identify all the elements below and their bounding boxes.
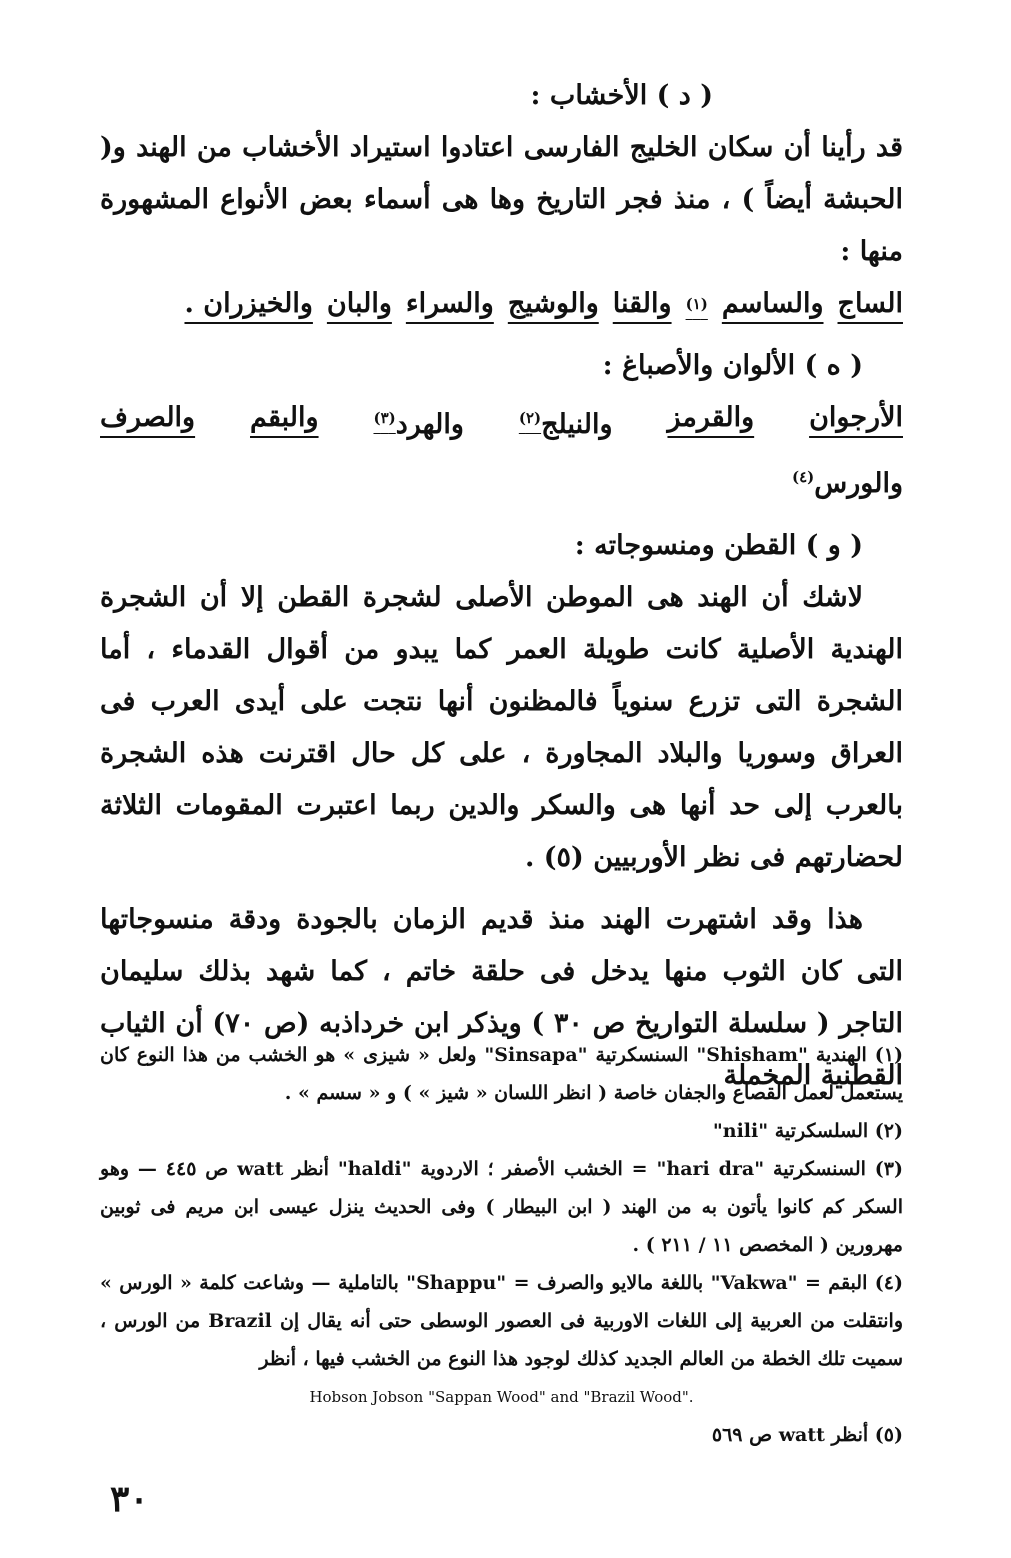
footnote-3: (٣) السنسكرتية "hari dra" = الخشب الأصفر ؛ الاردوية "haldi" أنظر watt ص ٤٤٥ — وهو السكر كم كانوا يأتون به من الهند ( ابن البيطار ) وفى الحديث ينزل عيسى ابن مريم فى ثوبين مهرورين ( المخصص ١١ / ٢١١ ) . xyxy=(100,1158,904,1256)
footnote-4: (٤) البقم = "Vakwa" باللغة مالايو والصرف = "Shappu" بالتاملية — وشاعت كلمة « الورس » وانتقلت من العربية إلى اللغات الاوربية فى العصور الوسطى حتى أنه يقال إن Brazil من الورس ، سميت تلك الخطة من العالم الجديد كذلك لوجود هذا النوع من الخشب فيها ، أنظر xyxy=(100,1272,903,1370)
paragraph-cotton-2: هذا وقد اشتهرت الهند منذ قديم الزمان بالجودة ودقة منسوجاتها التى كان الثوب منها يدخل فى حلقة خاتم ، كما شهد بذلك سليمان التاجر ( سلسلة التواريخ ص ٣٠ ) ويذكر ابن خرداذبه (ص ٧٠) أن الثياب القطنية المخملة xyxy=(100,904,904,1091)
wood-item: والخيزران . xyxy=(184,288,313,319)
section-heading-w: ( و ) القطن ومنسوجاته : xyxy=(574,530,863,561)
footnote-4-english: Hobson Jobson "Sappan Wood" and "Brazil Wood". xyxy=(309,1388,694,1406)
wood-item: والسراء xyxy=(405,288,494,319)
section-heading-d: ( د ) الأخشاب : xyxy=(530,80,713,111)
main-text xyxy=(100,70,903,1102)
colors-last-line xyxy=(100,451,903,510)
footnote-5: (٥) أنظر watt ص ٥٦٩ xyxy=(711,1424,903,1446)
color-item xyxy=(519,392,613,451)
color-item: والصرف xyxy=(100,402,196,433)
paragraph-cotton-1: لاشك أن الهند هى الموطن الأصلى لشجرة القطن إلا أن الشجرة الهندية الأصلية كانت طويلة العمر كما يبدو من أقوال القدماء ، أما الشجرة التى تزرع سنوياً فالمظنون أنها نتجت على أيدى العرب فى العراق وسوريا والبلاد المجاورة ، على كل حال اقترنت هذه الشجرة بالعرب إلى حد أنها هى والسكر والدين ربما اعتبرت المقومات الثلاثة لحضارتهم فى نظر الأوربيين (٥) . xyxy=(100,582,903,873)
footnote-ref-3: (٣) xyxy=(373,409,396,427)
color-item-text: والهرد xyxy=(395,409,464,440)
color-item-last: والورس xyxy=(814,468,903,499)
wood-item: والبان xyxy=(326,288,392,319)
footnote-ref-2: (٢) xyxy=(518,409,542,427)
color-item: والبقم xyxy=(250,402,319,433)
footnote-ref-1: (١) xyxy=(685,295,708,313)
color-item: الأرجوان xyxy=(809,402,903,433)
color-item: والقرمز xyxy=(667,402,755,433)
color-item-text: والنيلج xyxy=(541,409,613,440)
footnote-1: (١) الهندية "Shisham" السنسكرتية "Sinsapa" ولعل « شيزى » هو الخشب من هذا النوع كان يستعمل لعمل القصاع والجفان خاصة ( انظر اللسان « شيز » ) و « سسم » . xyxy=(100,1044,903,1104)
woods-list xyxy=(100,278,903,330)
wood-item: والوشيج xyxy=(507,288,599,319)
paragraph-woods: قد رأينا أن سكان الخليج الفارسى اعتادوا استيراد الأخشاب من الهند و( الحبشة أيضاً ) ، منذ فجر التاريخ وها هى أسماء بعض الأنواع المشهورة منها : xyxy=(100,132,903,267)
footnote-2: (٢) السلسكرتية "nili" xyxy=(712,1120,903,1142)
footnote-ref-4: (٤) xyxy=(792,468,815,486)
colors-list xyxy=(100,392,903,451)
wood-item: والقنا xyxy=(612,288,672,319)
section-heading-h: ( ه ) الألوان والأصباغ : xyxy=(602,350,863,381)
page-number: ٣٠ xyxy=(110,1478,149,1520)
wood-item: الساج xyxy=(837,288,903,319)
footnotes xyxy=(100,1036,903,1454)
wood-item: والساسم xyxy=(721,288,824,319)
color-item xyxy=(373,392,463,451)
